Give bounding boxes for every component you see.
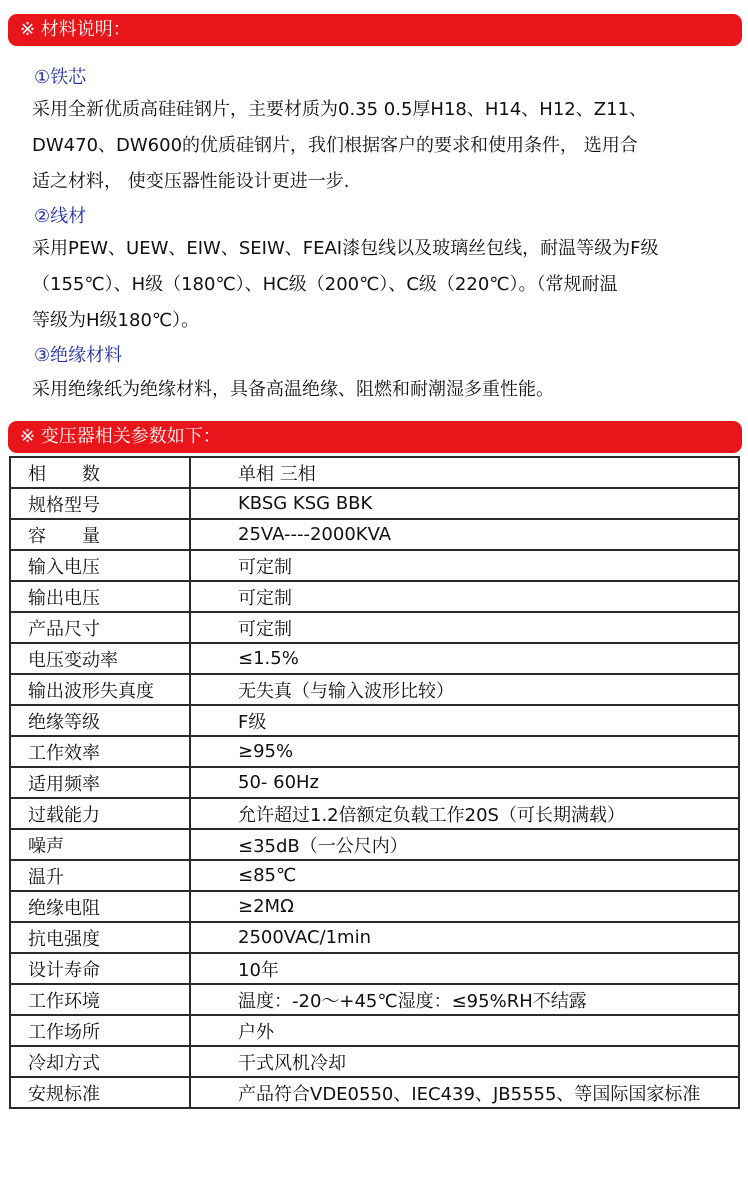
table-row: [10, 550, 739, 581]
section-text-insulation: [32, 372, 738, 408]
table-row: [10, 674, 739, 705]
param-value: 可定制: [190, 550, 739, 581]
param-key: 工作场所: [10, 1015, 190, 1046]
table-row: [10, 1046, 739, 1077]
param-key: 冷却方式: [10, 1046, 190, 1077]
section-heading-iron-core: ①铁芯: [34, 67, 87, 88]
param-key: 容 量: [10, 519, 190, 550]
text-line: （155℃）、H级（180℃）、HC级（200℃）、C级（220℃）。（常规耐温: [32, 274, 618, 295]
text-line: 采用PEW、UEW、EIW、SEIW、FEAI漆包线以及玻璃丝包线，耐温等级为F级: [32, 238, 659, 259]
param-key: 安规标准: [10, 1077, 190, 1108]
section-text-iron-core: [32, 92, 738, 200]
table-row: [10, 798, 739, 829]
section-heading-wire: ②线材: [34, 206, 87, 227]
param-key: 适用频率: [10, 767, 190, 798]
param-key: 产品尺寸: [10, 612, 190, 643]
param-key: 相 数: [10, 457, 190, 488]
param-key: 工作环境: [10, 984, 190, 1015]
text-line: 等级为H级180℃）。: [32, 310, 200, 331]
text-line: 适之材料， 使变压器性能设计更进一步.: [32, 171, 350, 192]
text-line: 采用绝缘纸为绝缘材料，具备高温绝缘、阻燃和耐潮湿多重性能。: [32, 379, 554, 400]
param-key: 绝缘电阻: [10, 891, 190, 922]
param-value: 25VA----2000KVA: [190, 519, 739, 550]
param-value: 温度：-20～+45℃湿度：≤95%RH不结露: [190, 984, 739, 1015]
param-value: 单相 三相: [190, 457, 739, 488]
param-key: 噪声: [10, 829, 190, 860]
text-line: 采用全新优质高硅硅钢片，主要材质为0.35 0.5厚H18、H14、H12、Z11、: [32, 99, 647, 120]
param-key: 输出波形失真度: [10, 674, 190, 705]
param-value: ≤1.5%: [190, 643, 739, 674]
param-value: 无失真（与输入波形比较）: [190, 674, 739, 705]
table-row: [10, 984, 739, 1015]
param-key: 温升: [10, 860, 190, 891]
param-value: 可定制: [190, 612, 739, 643]
param-key: 输入电压: [10, 550, 190, 581]
param-value: 50- 60Hz: [190, 767, 739, 798]
param-key: 过载能力: [10, 798, 190, 829]
table-row: [10, 922, 739, 953]
param-value: 干式风机冷却: [190, 1046, 739, 1077]
section-text-wire: [32, 231, 738, 339]
param-value: ≥95%: [190, 736, 739, 767]
param-value: F级: [190, 705, 739, 736]
table-row: [10, 860, 739, 891]
table-row: [10, 736, 739, 767]
table-row: [10, 767, 739, 798]
param-key: 工作效率: [10, 736, 190, 767]
table-row: [10, 519, 739, 550]
section-heading-insulation: ③绝缘材料: [34, 345, 123, 366]
param-value: 10年: [190, 953, 739, 984]
param-value: ≤85℃: [190, 860, 739, 891]
table-row: [10, 829, 739, 860]
param-key: 设计寿命: [10, 953, 190, 984]
param-key: 电压变动率: [10, 643, 190, 674]
table-row: [10, 581, 739, 612]
table-row: [10, 891, 739, 922]
table-row: [10, 488, 739, 519]
param-value: ≤35dB（一公尺内）: [190, 829, 739, 860]
param-key: 输出电压: [10, 581, 190, 612]
param-key: 规格型号: [10, 488, 190, 519]
table-row: [10, 457, 739, 488]
param-value: 产品符合VDE0550、IEC439、JB5555、等国际国家标准: [190, 1077, 739, 1108]
param-value: KBSG KSG BBK: [190, 488, 739, 519]
material-banner: ※ 材料说明：: [8, 14, 742, 46]
table-row: [10, 1015, 739, 1046]
param-value: 户外: [190, 1015, 739, 1046]
table-row: [10, 612, 739, 643]
table-row: [10, 705, 739, 736]
param-value: 允许超过1.2倍额定负载工作20S（可长期满载）: [190, 798, 739, 829]
param-value: 可定制: [190, 581, 739, 612]
table-row: [10, 1077, 739, 1108]
param-value: 2500VAC/1min: [190, 922, 739, 953]
text-line: DW470、DW600的优质硅钢片，我们根据客户的要求和使用条件， 选用合: [32, 135, 638, 156]
params-table: [9, 456, 740, 1109]
table-row: [10, 953, 739, 984]
param-value: ≥2MΩ: [190, 891, 739, 922]
param-key: 抗电强度: [10, 922, 190, 953]
param-key: 绝缘等级: [10, 705, 190, 736]
table-row: [10, 643, 739, 674]
params-banner: ※ 变压器相关参数如下：: [8, 421, 742, 453]
